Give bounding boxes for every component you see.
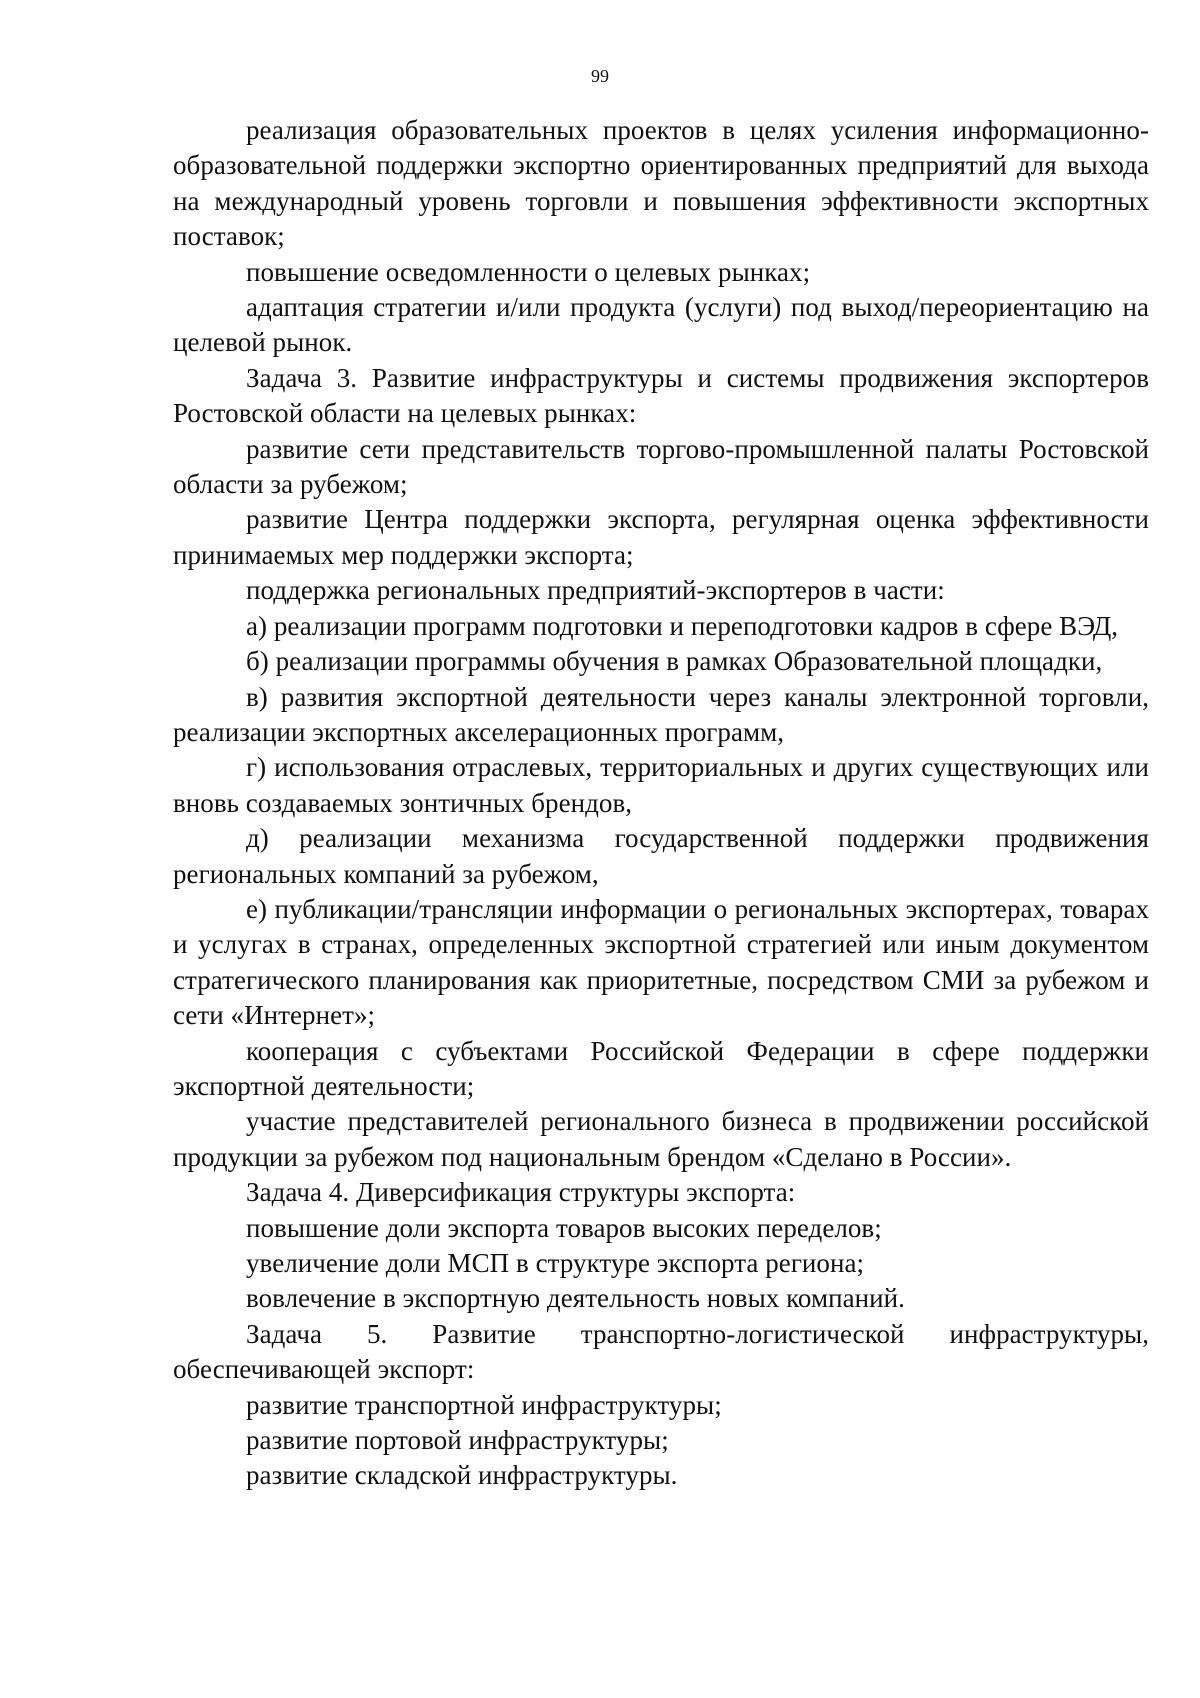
paragraph-sme-share: увеличение доли МСП в структуре экспорта региона; [246,1248,865,1278]
task-4-heading: Задача 4. Диверсификация структуры экспорта: [246,1177,796,1208]
paragraph-transport-infrastructure: развитие транспортной инфраструктуры; [246,1389,722,1420]
task-3-heading: Задача 3. Развитие инфраструктуры и системы продвижения экспортеров Ростовской области на целевых рынках: [173,362,1149,429]
list-item-v: в) развития экспортной деятельности через каналы электронной торговли, реализации экспортных акселерационных программ, [173,681,1149,747]
paragraph-made-in-russia: участие представителей регионального бизнеса в продвижении российской продукции за рубежом под национальным брендом «Сделано в России». [173,1106,1149,1172]
paragraph-warehouse-infrastructure: развитие складской инфраструктуры. [246,1460,678,1491]
paragraph-high-processing-share: повышение доли экспорта товаров высоких переделов; [246,1212,882,1243]
list-item-a: а) реализации программ подготовки и переподготовки кадров в сфере ВЭД, [246,610,1119,641]
paragraph-export-center: развитие Центра поддержки экспорта, регулярная оценка эффективности принимаемых мер поддержки экспорта; [173,504,1149,570]
paragraph-federal-cooperation: кооперация с субъектами Российской Федерации в сфере поддержки экспортной деятельности; [173,1035,1149,1101]
paragraph-exporter-support: поддержка региональных предприятий-экспортеров в части: [246,575,945,606]
task-5-heading: Задача 5. Развитие транспортно-логистической инфраструктуры, обеспечивающей экспорт: [173,1318,1149,1385]
list-item-g: г) использования отраслевых, территориальных и других существующих или вновь создаваемых зонтичных брендов, [173,752,1149,818]
paragraph-port-infrastructure: развитие портовой инфраструктуры; [246,1425,669,1456]
paragraph-chamber-network: развитие сети представительств торгово-промышленной палаты Ростовской области за рубежом; [173,433,1149,500]
list-item-b: б) реализации программы обучения в рамках Образовательной площадки, [246,646,1103,677]
document-body [173,113,1149,1494]
paragraph-market-awareness: повышение осведомленности о целевых рынках; [246,256,811,287]
paragraph-educational-projects: реализация образовательных проектов в целях усиления информационно-образовательной поддержки экспортно ориентированных предприятий для выхода на международный уровень торговли и повышения эффективности экспортных поставок; [173,115,1149,252]
paragraph-strategy-adaptation: адаптация стратегии и/или продукта (услуги) под выход/переориентацию на целевой рынок. [173,292,1149,358]
list-item-e: е) публикации/трансляции информации о региональных экспортерах, товарах и услугах в странах, определенных экспортной стратегией или иным документом стратегического планирования как приоритетные, посредством СМИ за рубежом и сети «Интернет»; [173,893,1149,1031]
paragraph-new-companies: вовлечение в экспортную деятельность новых компаний. [246,1283,905,1314]
list-item-d: д) реализации механизма государственной поддержки продвижения региональных компаний за рубежом, [173,823,1149,889]
page-number: 99 [591,66,609,86]
